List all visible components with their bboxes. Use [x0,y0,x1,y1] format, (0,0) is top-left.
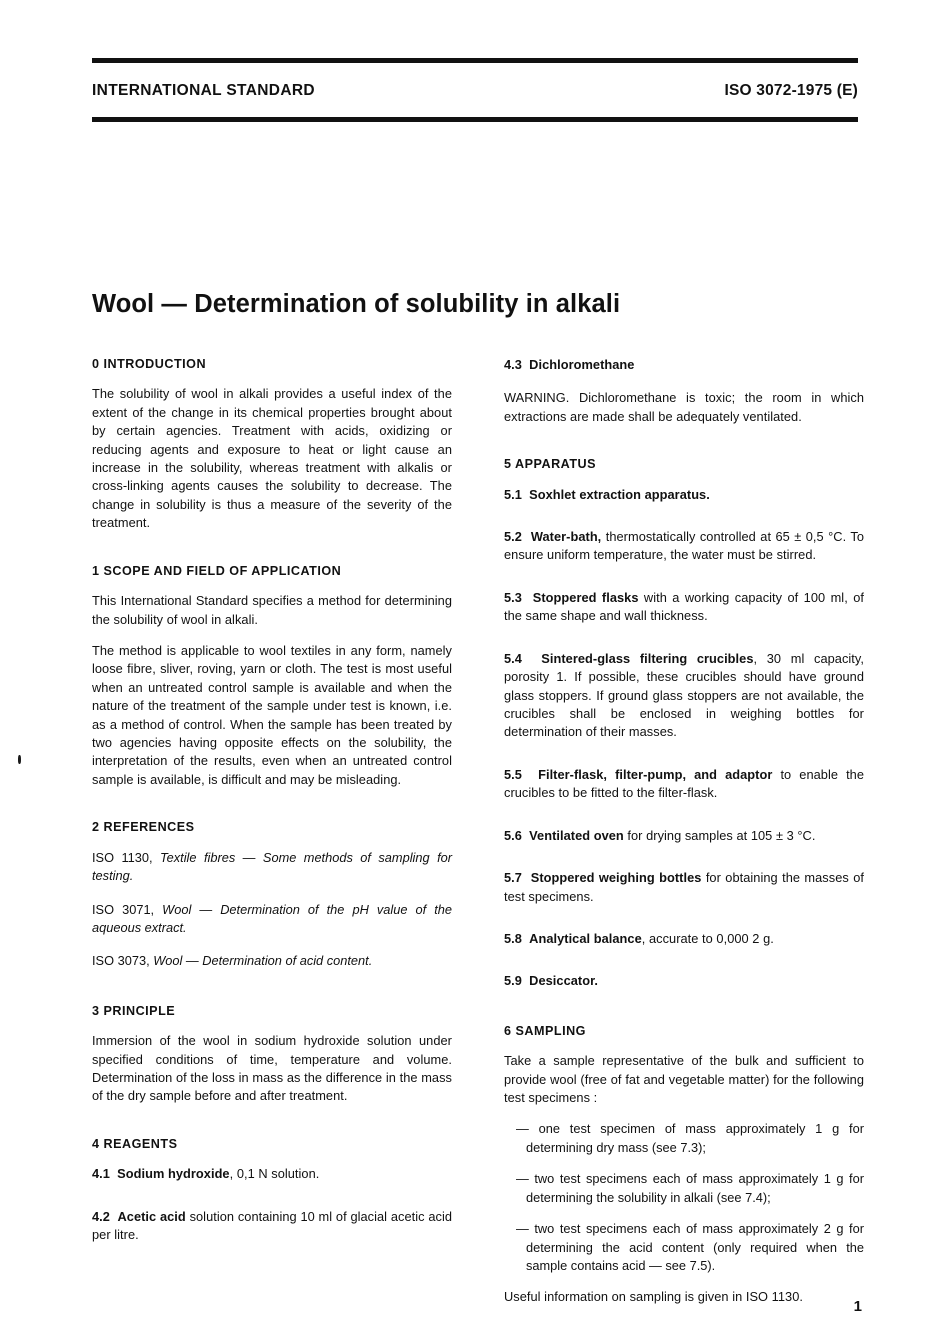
clause-number: 5.9 [504,973,522,989]
clause-number: 4.2 [92,1208,110,1224]
clause-text: , 0,1 N solution. [229,1166,320,1182]
warning-paragraph: WARNING. Dichloromethane is toxic; the room in which extractions are made shall be adequately ventilated. [504,390,864,424]
clause-number: 5.2 [504,529,522,545]
spacer [504,757,864,766]
spacer [504,641,864,650]
clause-term: Analytical balance [529,930,642,946]
clause-term: Filter-flask, filter-pump, and adaptor [538,766,773,782]
clause-number: 4.1 [92,1166,110,1182]
scope-paragraph-1: This International Standard specifies a method for determining the solubility of wool in alkali. [92,593,452,627]
clause-5-7 [504,869,864,906]
section-heading-references: 2 REFERENCES [92,820,195,835]
section-heading-principle: 3 PRINCIPLE [92,1003,176,1018]
clause-4-3 [504,356,864,374]
page-header [92,58,858,122]
spacer [504,580,864,589]
reference-code: ISO 1130, [92,849,160,865]
spacer [504,439,864,456]
clause-number: 5.7 [504,870,522,886]
sampling-paragraph: Take a sample representative of the bulk and sufficient to provide wool (free of fat and vegetable matter) for the following test specimens : [504,1053,864,1105]
clause-term: Ventilated oven [529,827,624,843]
clause-text: , 30 ml capacity, porosity 1. If possible, these crucibles should have ground glass stoppers. If ground glass stoppers are not available, the crucibles shall be enclosed in weighing bottles for determination of their masses. [504,650,865,740]
clause-5-5 [504,766,864,803]
clause-5-4 [504,650,864,742]
spacer [92,1119,452,1136]
clause-term: Dichloromethane [529,357,635,372]
margin-artifact-mark [18,755,21,764]
spacer [504,860,864,869]
spacer [92,986,452,1003]
right-column [504,356,864,1307]
clause-5-8 [504,930,864,948]
page-number: 1 [853,1298,862,1315]
reference-item [92,901,452,938]
sampling-note: Useful information on sampling is given in ISO 1130. [504,1289,803,1305]
reference-item [92,849,452,886]
principle-paragraph: Immersion of the wool in sodium hydroxide solution under specified conditions of time, temperature and volume. Determination of the loss in mass as the difference in the mass of the dry sample before and after treatment. [92,1033,452,1104]
standard-reference-label: ISO 3072-1975 (E) [724,82,858,99]
section-heading-scope: 1 SCOPE AND FIELD OF APPLICATION [92,563,342,578]
clause-term: Soxhlet extraction apparatus. [529,486,710,502]
standard-type-label: INTERNATIONAL STANDARD [92,82,315,99]
clause-term: Desiccator. [529,973,599,989]
clause-5-9 [504,972,864,990]
spacer [92,802,452,819]
section-heading-apparatus: 5 APPARATUS [504,457,597,472]
clause-term: Acetic acid [117,1208,186,1224]
clause-5-2 [504,528,864,565]
page-title: Wool — Determination of solubility in alkali [92,290,621,319]
section-heading-sampling: 6 SAMPLING [504,1023,586,1038]
clause-text: for obtaining the masses of test specimens. [504,870,864,904]
clause-4-2 [92,1208,452,1245]
reference-title: Wool — Determination of the pH value of the aqueous extract. [92,901,452,935]
header-row [92,63,858,117]
clause-number: 5.3 [504,589,522,605]
sampling-list-item: — two test specimens each of mass approximately 1 g for determining the solubility in alkali (see 7.4); [516,1171,864,1205]
clause-4-1 [92,1165,452,1183]
two-column-body [92,356,864,1307]
clause-number: 5.8 [504,930,522,946]
clause-text: with a working capacity of 100 ml, of the same shape and wall thickness. [504,589,864,624]
clause-term: Sintered-glass filtering crucibles [541,650,754,666]
spacer [504,963,864,972]
clause-5-1 [504,486,864,504]
spacer [504,1006,864,1023]
spacer [504,818,864,827]
clause-term: Sodium hydroxide [117,1166,230,1182]
clause-5-3 [504,589,864,626]
introduction-paragraph: The solubility of wool in alkali provides a useful index of the extent of the change in its chemical properties brought about by certain agencies. Treatment with acids, oxidizing or reducing agents and exposure to heat or light cause an increase in the solubility, whereas treatment with alkalis or cross-linking agents causes the solubility to decrease. The change in solubility is thus a measure of the severity of the treatment. [92,386,452,531]
clause-text: solution containing 10 ml of glacial acetic acid per litre. [92,1208,453,1243]
spacer [504,921,864,930]
spacer [504,519,864,528]
section-heading-introduction: 0 INTRODUCTION [92,357,207,371]
clause-term: Stoppered weighing bottles [530,870,702,886]
spacer [92,546,452,563]
sampling-list-item: — one test specimen of mass approximately 1 g for determining dry mass (see 7.3); [516,1121,864,1155]
reference-code: ISO 3071, [92,901,163,917]
clause-number: 5.4 [504,650,522,666]
sampling-list-item: — two test specimens each of mass approximately 2 g for determining the acid content (only required when the sample contains acid — see 7.5). [516,1221,864,1273]
reference-title: Textile fibres — Some methods of sampling for testing. [92,849,452,884]
clause-5-6 [504,827,864,845]
clause-text: to enable the crucibles to be fitted to the filter-flask. [504,766,865,801]
section-heading-reagents: 4 REAGENTS [92,1136,178,1151]
header-rule-bottom [92,117,858,122]
clause-term: Water-bath, [530,529,602,545]
reference-title: Wool — Determination of acid content. [153,953,373,969]
clause-text: thermostatically controlled at 65 ± 0,5 °C. To ensure uniform temperature, the water must be stirred. [504,529,865,563]
clause-number: 5.6 [504,827,522,843]
left-column [92,356,452,1307]
reference-item [92,952,452,970]
clause-text: , accurate to 0,000 2 g. [641,930,774,946]
clause-term: Stoppered flasks [532,589,639,605]
clause-number: 5.5 [504,766,522,782]
clause-text: for drying samples at 105 ± 3 °C. [623,827,816,843]
spacer [92,1199,452,1208]
scope-paragraph-2: The method is applicable to wool textiles in any form, namely loose fibre, sliver, roving, yarn or cloth. The test is most useful when an untreated control sample is available and when the nature of the treatment of the sample under test is known, i.e. as a method of control. When the sample has been treated by two agencies having opposite effects on the solubility, the interpretation of the results, even when an untreated control sample is available, is difficult and may be misleading. [92,642,452,787]
clause-number: 5.1 [504,486,522,502]
clause-number: 4.3 [504,357,522,372]
reference-code: ISO 3073, [92,953,154,969]
